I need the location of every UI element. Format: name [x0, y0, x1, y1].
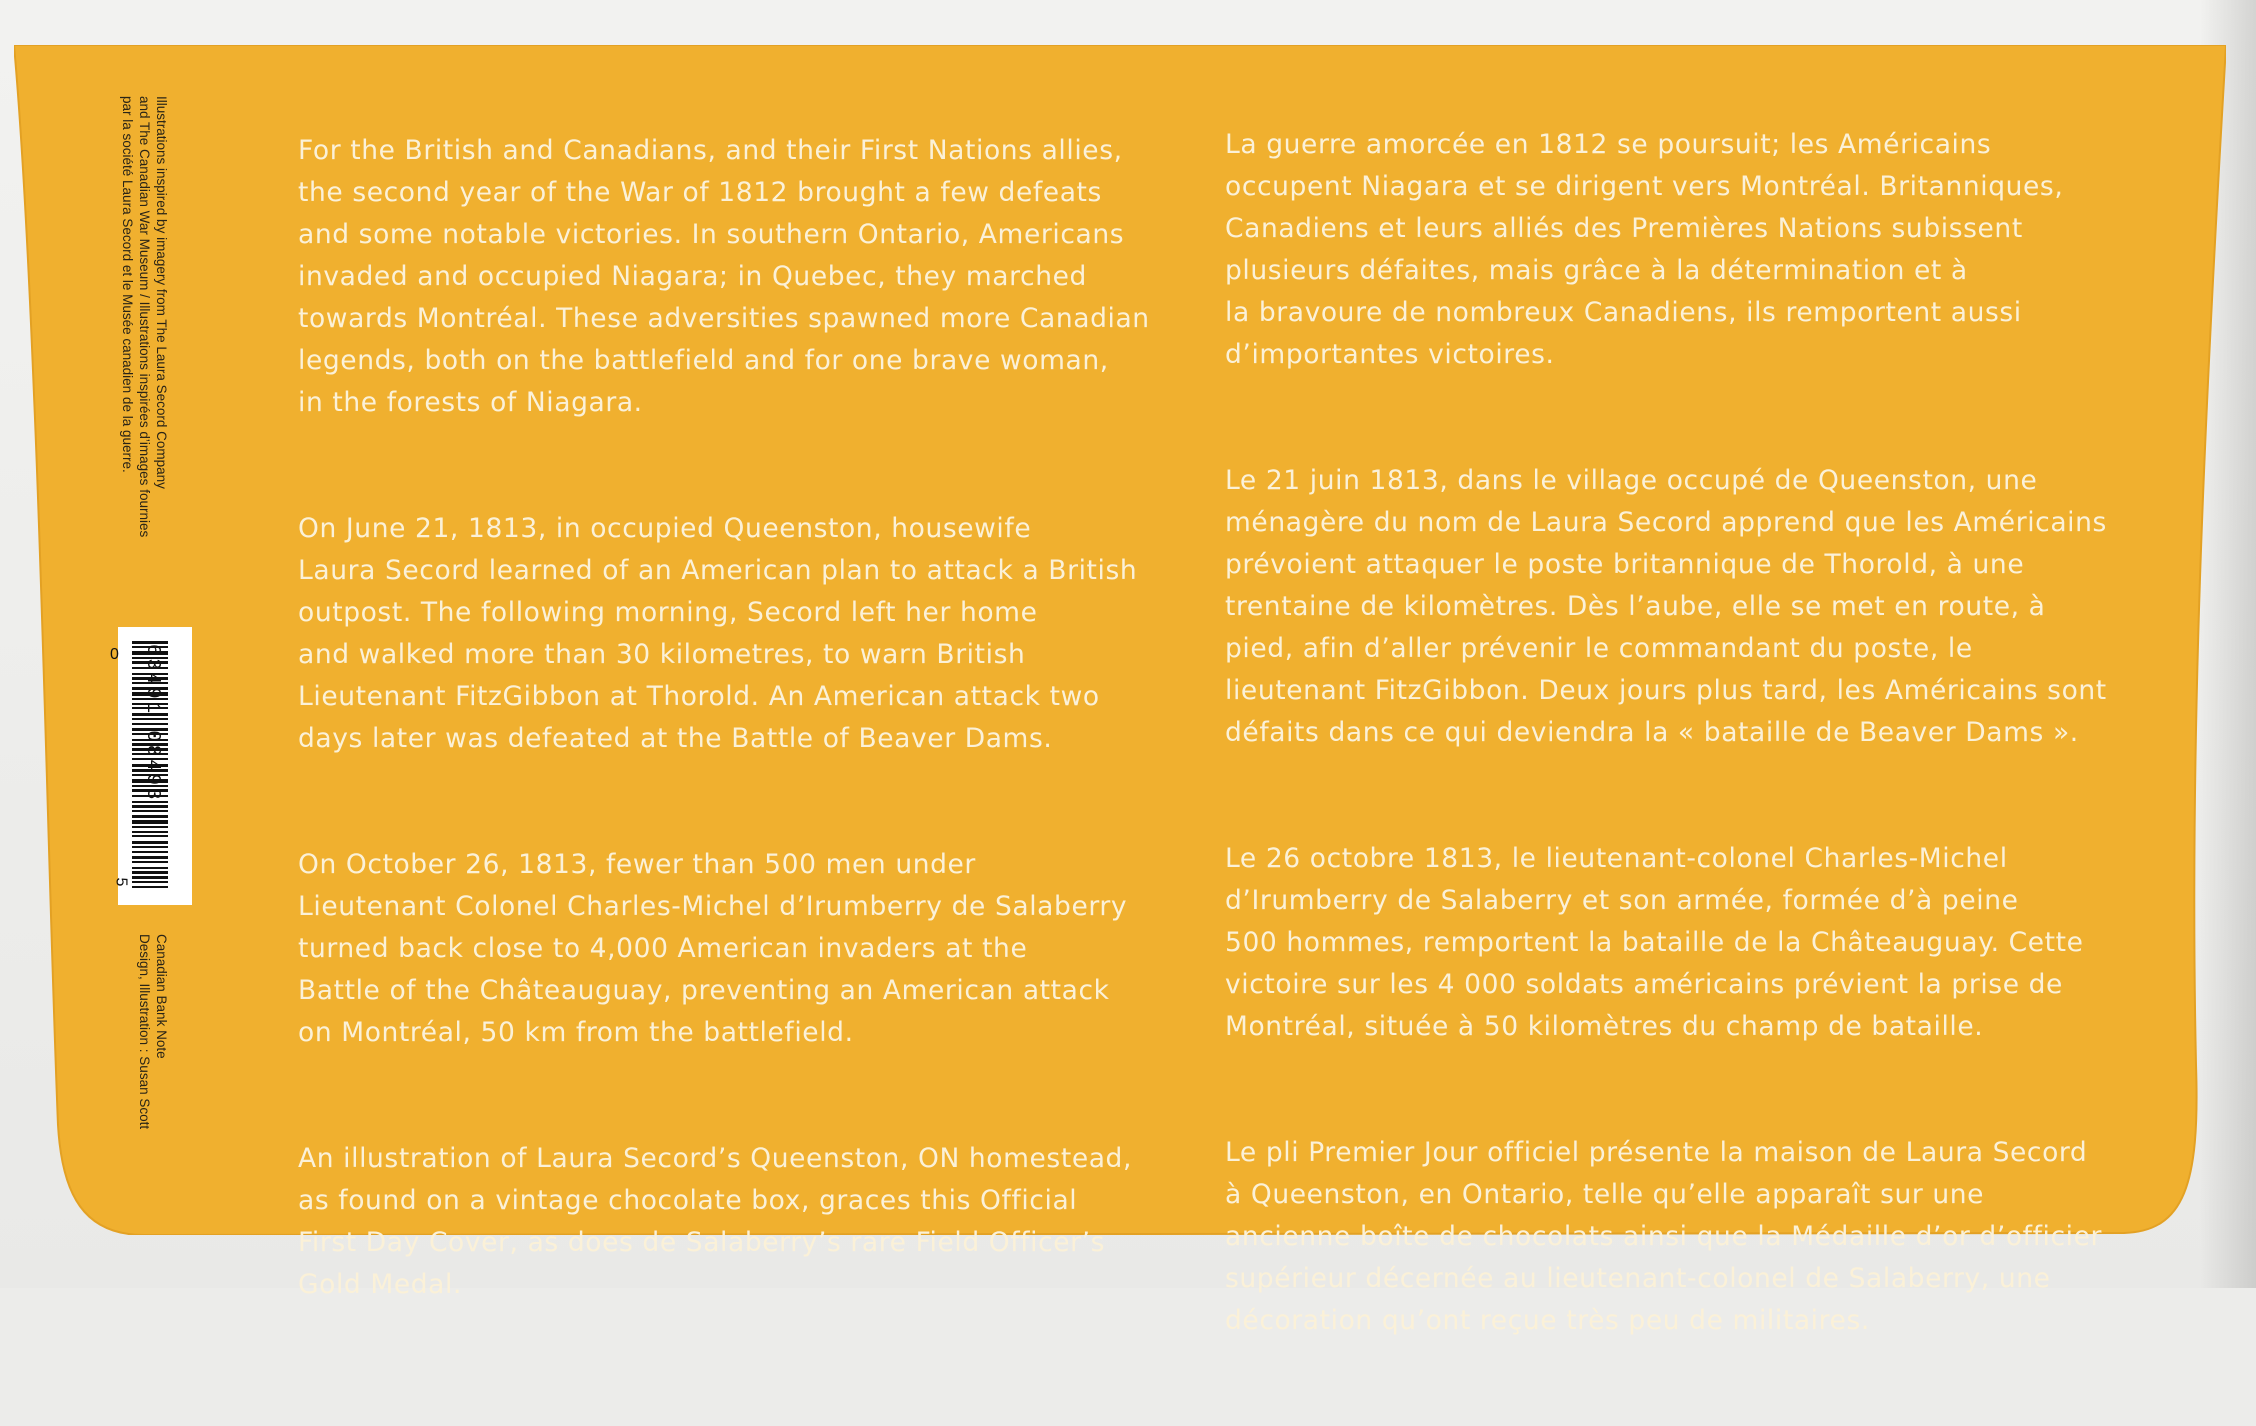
barcode-digits: 63491 08493 — [142, 644, 164, 803]
french-paragraph-intro: La guerre amorcée en 1812 se poursuit; les Américains occupent Niagara et se dirigent vers Montréal. Britanniques, Canadiens et leurs alliés des Premières Nations subissent plusieurs défaites, mais grâce à la détermination et à la bravoure de nombreux Canadiens, ils remportent aussi d’importantes victoires. — [1225, 129, 2064, 370]
french-text-column — [1225, 82, 2165, 1426]
english-text-column — [298, 88, 1198, 1390]
english-paragraph-illustration: An illustration of Laura Secord’s Queenston, ON homestead, as found on a vintage chocolate box, graces this Official First Day Cover, as does de Salaberry’s rare Field Officer’s Gold Medal. — [298, 1143, 1133, 1300]
barcode-lead-digit: 0 — [110, 646, 119, 663]
barcode-check-digit: 5 — [112, 877, 130, 887]
english-paragraph-secord: On June 21, 1813, in occupied Queenston, housewife Laura Secord learned of an American plan to attack a British outpost. The following morning, Secord left her home and walked more than 30 kilometres, to warn British Lieutenant FitzGibbon at Thorold. An American attack two days later was defeated at the Battle of Beaver Dams. — [298, 513, 1138, 754]
english-paragraph-chateauguay: On October 26, 1813, fewer than 500 men under Lieutenant Colonel Charles-Michel d’Irumberry de Salaberry turned back close to 4,000 American invaders at the Battle of the Châteauguay, preventing an American attack on Montréal, 50 km from the battlefield. — [298, 849, 1128, 1048]
illustration-credits: Illustrations inspired by imagery from The Laura Secord Company and The Canadian War Museum / Illustrations inspirées d’images fournies par la société Laura Secord et le Musée canadien de la guerre. — [120, 96, 169, 538]
french-paragraph-chateauguay: Le 26 octobre 1813, le lieutenant-colonel Charles-Michel d’Irumberry de Salaberry et son armée, formée d’à peine 500 hommes, remportent la bataille de la Châteauguay. Cette victoire sur les 4 000 soldats américains prévient la prise de Montréal, située à 50 kilomètres du champ de bataille. — [1225, 843, 2084, 1042]
design-credits: Canadian Bank Note Design, Illustration : Susan Scott — [137, 934, 169, 1130]
english-paragraph-intro: For the British and Canadians, and their First Nations allies, the second year of the War of 1812 brought a few defeats and some notable victories. In southern Ontario, Americans invaded and occupied Niagara; in Quebec, they marched towards Montréal. These adversities spawned more Canadian legends, both on the battlefield and for one brave woman, in the forests of Niagara. — [298, 135, 1150, 418]
french-paragraph-secord: Le 21 juin 1813, dans le village occupé de Queenston, une ménagère du nom de Laura Secord apprend que les Américains prévoient attaquer le poste britannique de Thorold, à une trentaine de kilomètres. Dès l’aube, elle se met en route, à pied, afin d’aller prévenir le commandant du poste, le lieutenant FitzGibbon. Deux jours plus tard, les Américains sont défaits dans ce qui deviendra la « bataille de Beaver Dams ». — [1225, 465, 2107, 748]
french-paragraph-illustration: Le pli Premier Jour officiel présente la maison de Laura Secord à Queenston, en Ontario, telle qu’elle apparaît sur une ancienne boîte de chocolats ainsi que la Médaille d’or d’officier supérieur décernée au lieutenant-colonel de Salaberry, une décoration qu’ont reçue très peu de militaires. — [1225, 1137, 2103, 1336]
